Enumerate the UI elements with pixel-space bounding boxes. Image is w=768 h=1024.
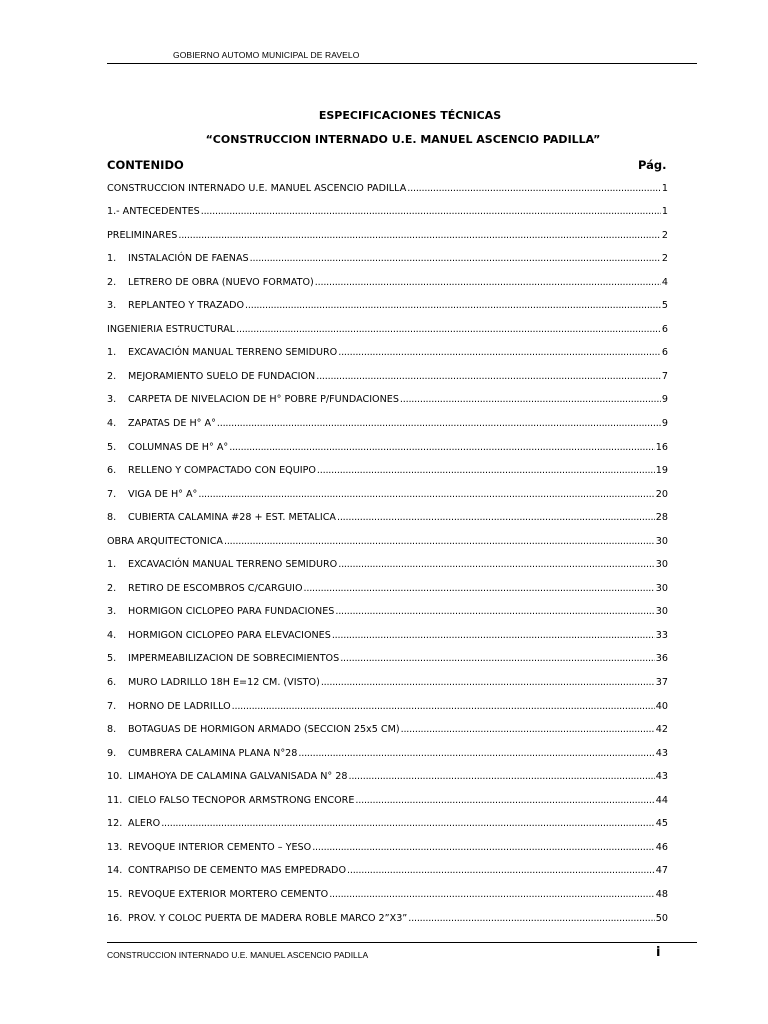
toc-entry[interactable] xyxy=(107,460,668,484)
toc-entry-label: HORMIGON CICLOPEO PARA FUNDACIONES xyxy=(128,606,335,618)
toc-entry[interactable] xyxy=(107,342,668,366)
toc-entry-page: 9 xyxy=(661,394,668,406)
toc-entry-page: 7 xyxy=(661,370,668,382)
document-title: ESPECIFICACIONES TÉCNICAS xyxy=(318,109,502,122)
toc-dot-leader xyxy=(312,836,655,860)
toc-dot-leader xyxy=(335,600,654,624)
toc-dot-leader xyxy=(217,412,661,436)
toc-entry-page: 6 xyxy=(661,323,668,335)
toc-dot-leader xyxy=(250,247,661,271)
toc-entry-label: RELLENO Y COMPACTADO CON EQUIPO xyxy=(128,465,316,477)
toc-entry[interactable] xyxy=(107,624,668,648)
toc-entry-page: 30 xyxy=(655,606,668,618)
toc-entry[interactable] xyxy=(107,601,668,625)
toc-entry[interactable] xyxy=(107,860,668,884)
toc-dot-leader xyxy=(316,365,661,389)
toc-entry-label: ZAPATAS DE H° A° xyxy=(128,418,216,430)
toc-entry-label: INGENIERIA ESTRUCTURAL xyxy=(107,323,236,335)
page-header xyxy=(107,50,697,64)
toc-entry-label: CARPETA DE NIVELACION DE H° POBRE P/FUNDACIONES xyxy=(128,394,399,406)
footer-text: CONSTRUCCION INTERNADO U.E. MANUEL ASCENCIO PADILLA xyxy=(107,950,369,960)
document-subtitle: “CONSTRUCCION INTERNADO U.E. MANUEL ASCENCIO PADILLA” xyxy=(205,133,601,146)
toc-dot-leader xyxy=(337,506,655,530)
toc-dot-leader xyxy=(161,812,655,836)
toc-entry-label: INSTALACIÓN DE FAENAS xyxy=(128,253,249,265)
toc-entry-number: 9. xyxy=(107,747,117,759)
toc-entry-label: EXCAVACIÓN MANUAL TERRENO SEMIDURO xyxy=(128,559,338,571)
toc-entry-page: 30 xyxy=(655,535,668,547)
toc-entry-page: 30 xyxy=(655,582,668,594)
toc-entry[interactable] xyxy=(107,248,668,272)
toc-entry-label: COLUMNAS DE H° A° xyxy=(128,441,229,453)
toc-entry-number: 16. xyxy=(107,912,123,924)
toc-entry-page: 6 xyxy=(661,347,668,359)
toc-entry[interactable] xyxy=(107,365,668,389)
toc-entry-label: EXCAVACIÓN MANUAL TERRENO SEMIDURO xyxy=(128,347,338,359)
toc-dot-leader xyxy=(400,388,661,412)
toc-entry-page: 40 xyxy=(655,700,668,712)
toc-entry[interactable] xyxy=(107,507,668,531)
toc-entry[interactable] xyxy=(107,907,668,931)
toc-entry-page: 20 xyxy=(655,488,668,500)
toc-entry-number: 15. xyxy=(107,888,123,900)
toc-dot-leader xyxy=(304,577,655,601)
toc-entry-page: 50 xyxy=(655,912,668,924)
toc-entry-page: 43 xyxy=(655,747,668,759)
toc-entry[interactable] xyxy=(107,201,668,225)
toc-entry[interactable] xyxy=(107,436,668,460)
toc-entry-label: MURO LADRILLO 18H E=12 CM. (VISTO) xyxy=(128,677,320,689)
toc-entry-label: PRELIMINARES xyxy=(107,229,178,241)
toc-dot-leader xyxy=(229,436,655,460)
toc-entry-number: 3. xyxy=(107,300,117,312)
toc-entry-number: 2. xyxy=(107,276,117,288)
toc-entry-page: 4 xyxy=(661,276,668,288)
toc-dot-leader xyxy=(198,483,654,507)
toc-entry[interactable] xyxy=(107,719,668,743)
toc-entry-number: 6. xyxy=(107,465,117,477)
toc-entry-number: 5. xyxy=(107,653,117,665)
toc-entry-number: 5. xyxy=(107,441,117,453)
toc-entry-number: 3. xyxy=(107,606,117,618)
toc-dot-leader xyxy=(321,671,655,695)
toc-dot-leader xyxy=(348,765,654,789)
toc-entry[interactable] xyxy=(107,389,668,413)
toc-entry[interactable] xyxy=(107,648,668,672)
toc-entry-label: CONSTRUCCION INTERNADO U.E. MANUEL ASCENCIO PADILLA xyxy=(107,182,407,194)
toc-entry[interactable] xyxy=(107,813,668,837)
toc-entry-label: REVOQUE EXTERIOR MORTERO CEMENTO xyxy=(128,888,329,900)
toc-entry-page: 46 xyxy=(655,841,668,853)
toc-entry-number: 4. xyxy=(107,629,117,641)
toc-entry-number: 12. xyxy=(107,818,123,830)
toc-entry[interactable] xyxy=(107,224,668,248)
toc-dot-leader xyxy=(332,624,655,648)
toc-entry-page: 36 xyxy=(655,653,668,665)
toc-entry-number: 7. xyxy=(107,488,117,500)
toc-entry-number: 1. xyxy=(107,559,117,571)
toc-entry-page: 33 xyxy=(655,629,668,641)
contents-heading: CONTENIDO xyxy=(107,158,184,172)
toc-entry-page: 44 xyxy=(655,794,668,806)
toc-entry-page: 5 xyxy=(661,300,668,312)
toc-dot-leader xyxy=(338,341,661,365)
page-heading: Pág. xyxy=(638,158,667,172)
toc-entry-label: CONTRAPISO DE CEMENTO MAS EMPEDRADO xyxy=(128,865,346,877)
page-footer xyxy=(107,942,697,960)
toc-entry-number: 11. xyxy=(107,794,123,806)
toc-entry-label: HORMIGON CICLOPEO PARA ELEVACIONES xyxy=(128,629,331,641)
toc-entry[interactable] xyxy=(107,271,668,295)
toc-dot-leader xyxy=(298,742,654,766)
toc-entry-label: 1.- ANTECEDENTES xyxy=(107,206,200,218)
toc-entry-label: BOTAGUAS DE HORMIGON ARMADO (SECCION 25x5 CM) xyxy=(128,724,400,736)
toc-entry-label: REPLANTEO Y TRAZADO xyxy=(128,300,245,312)
toc-entry-page: 30 xyxy=(655,559,668,571)
toc-entry-label: CIELO FALSO TECNOPOR ARMSTRONG ENCORE xyxy=(128,794,355,806)
table-of-contents xyxy=(107,177,668,931)
toc-entry-label: LETRERO DE OBRA (NUEVO FORMATO) xyxy=(128,276,314,288)
toc-entry-page: 1 xyxy=(661,182,668,194)
toc-dot-leader xyxy=(245,294,661,318)
toc-entry-page: 2 xyxy=(661,229,668,241)
toc-entry-label: IMPERMEABILIZACION DE SOBRECIMIENTOS xyxy=(128,653,340,665)
toc-entry-number: 1. xyxy=(107,253,117,265)
toc-entry-number: 13. xyxy=(107,841,123,853)
toc-entry-label: VIGA DE H° A° xyxy=(128,488,198,500)
toc-dot-leader xyxy=(401,718,655,742)
toc-entry-number: 8. xyxy=(107,724,117,736)
toc-entry[interactable] xyxy=(107,177,668,201)
toc-entry[interactable] xyxy=(107,530,668,554)
toc-dot-leader xyxy=(236,318,661,342)
toc-entry-page: 9 xyxy=(661,418,668,430)
toc-entry-page: 2 xyxy=(661,253,668,265)
toc-entry[interactable] xyxy=(107,295,668,319)
toc-entry[interactable] xyxy=(107,483,668,507)
toc-dot-leader xyxy=(347,859,655,883)
toc-dot-leader xyxy=(178,224,661,248)
toc-entry-page: 28 xyxy=(655,512,668,524)
toc-entry-label: CUMBRERA CALAMINA PLANA N°28 xyxy=(128,747,298,759)
toc-entry[interactable] xyxy=(107,883,668,907)
toc-entry[interactable] xyxy=(107,695,668,719)
toc-entry-number: 3. xyxy=(107,394,117,406)
toc-entry-number: 7. xyxy=(107,700,117,712)
toc-entry[interactable] xyxy=(107,789,668,813)
toc-entry-label: CUBIERTA CALAMINA #28 + EST. METALICA xyxy=(128,512,336,524)
toc-dot-leader xyxy=(224,530,655,554)
toc-entry-page: 47 xyxy=(655,865,668,877)
toc-entry[interactable] xyxy=(107,577,668,601)
toc-dot-leader xyxy=(338,553,655,577)
toc-entry-number: 1. xyxy=(107,347,117,359)
toc-entry-page: 45 xyxy=(655,818,668,830)
toc-entry-page: 16 xyxy=(655,441,668,453)
toc-entry[interactable] xyxy=(107,742,668,766)
header-text: GOBIERNO AUTOMO MUNICIPAL DE RAVELO xyxy=(173,50,360,60)
toc-entry-number: 14. xyxy=(107,865,123,877)
toc-dot-leader xyxy=(408,907,655,931)
toc-dot-leader xyxy=(317,459,655,483)
toc-dot-leader xyxy=(355,789,654,813)
toc-entry[interactable] xyxy=(107,671,668,695)
toc-dot-leader xyxy=(201,200,661,224)
toc-entry-page: 19 xyxy=(655,465,668,477)
toc-entry-number: 2. xyxy=(107,370,117,382)
toc-entry[interactable] xyxy=(107,554,668,578)
toc-entry-page: 1 xyxy=(661,206,668,218)
toc-entry-label: PROV. Y COLOC PUERTA DE MADERA ROBLE MARCO 2”X3” xyxy=(128,912,408,924)
toc-entry[interactable] xyxy=(107,766,668,790)
toc-entry-label: HORNO DE LADRILLO xyxy=(128,700,231,712)
toc-entry-page: 43 xyxy=(655,771,668,783)
toc-dot-leader xyxy=(340,647,655,671)
toc-entry-number: 4. xyxy=(107,418,117,430)
footer-page-number: i xyxy=(656,945,661,960)
toc-entry-number: 10. xyxy=(107,771,123,783)
toc-dot-leader xyxy=(407,177,661,201)
toc-entry-page: 42 xyxy=(655,724,668,736)
toc-entry-number: 2. xyxy=(107,582,117,594)
toc-dot-leader xyxy=(315,271,661,295)
toc-entry-page: 37 xyxy=(655,677,668,689)
toc-entry[interactable] xyxy=(107,836,668,860)
toc-entry-label: LIMAHOYA DE CALAMINA GALVANISADA N° 28 xyxy=(128,771,348,783)
toc-entry[interactable] xyxy=(107,318,668,342)
toc-entry-label: OBRA ARQUITECTONICA xyxy=(107,535,223,547)
toc-entry-label: REVOQUE INTERIOR CEMENTO – YESO xyxy=(128,841,312,853)
toc-entry-label: RETIRO DE ESCOMBROS C/CARGUIO xyxy=(128,582,303,594)
toc-entry[interactable] xyxy=(107,412,668,436)
toc-entry-number: 8. xyxy=(107,512,117,524)
toc-entry-label: ALERO xyxy=(128,818,161,830)
toc-entry-page: 48 xyxy=(655,888,668,900)
toc-entry-number: 6. xyxy=(107,677,117,689)
toc-dot-leader xyxy=(329,883,655,907)
toc-dot-leader xyxy=(232,695,655,719)
toc-entry-label: MEJORAMIENTO SUELO DE FUNDACION xyxy=(128,370,316,382)
